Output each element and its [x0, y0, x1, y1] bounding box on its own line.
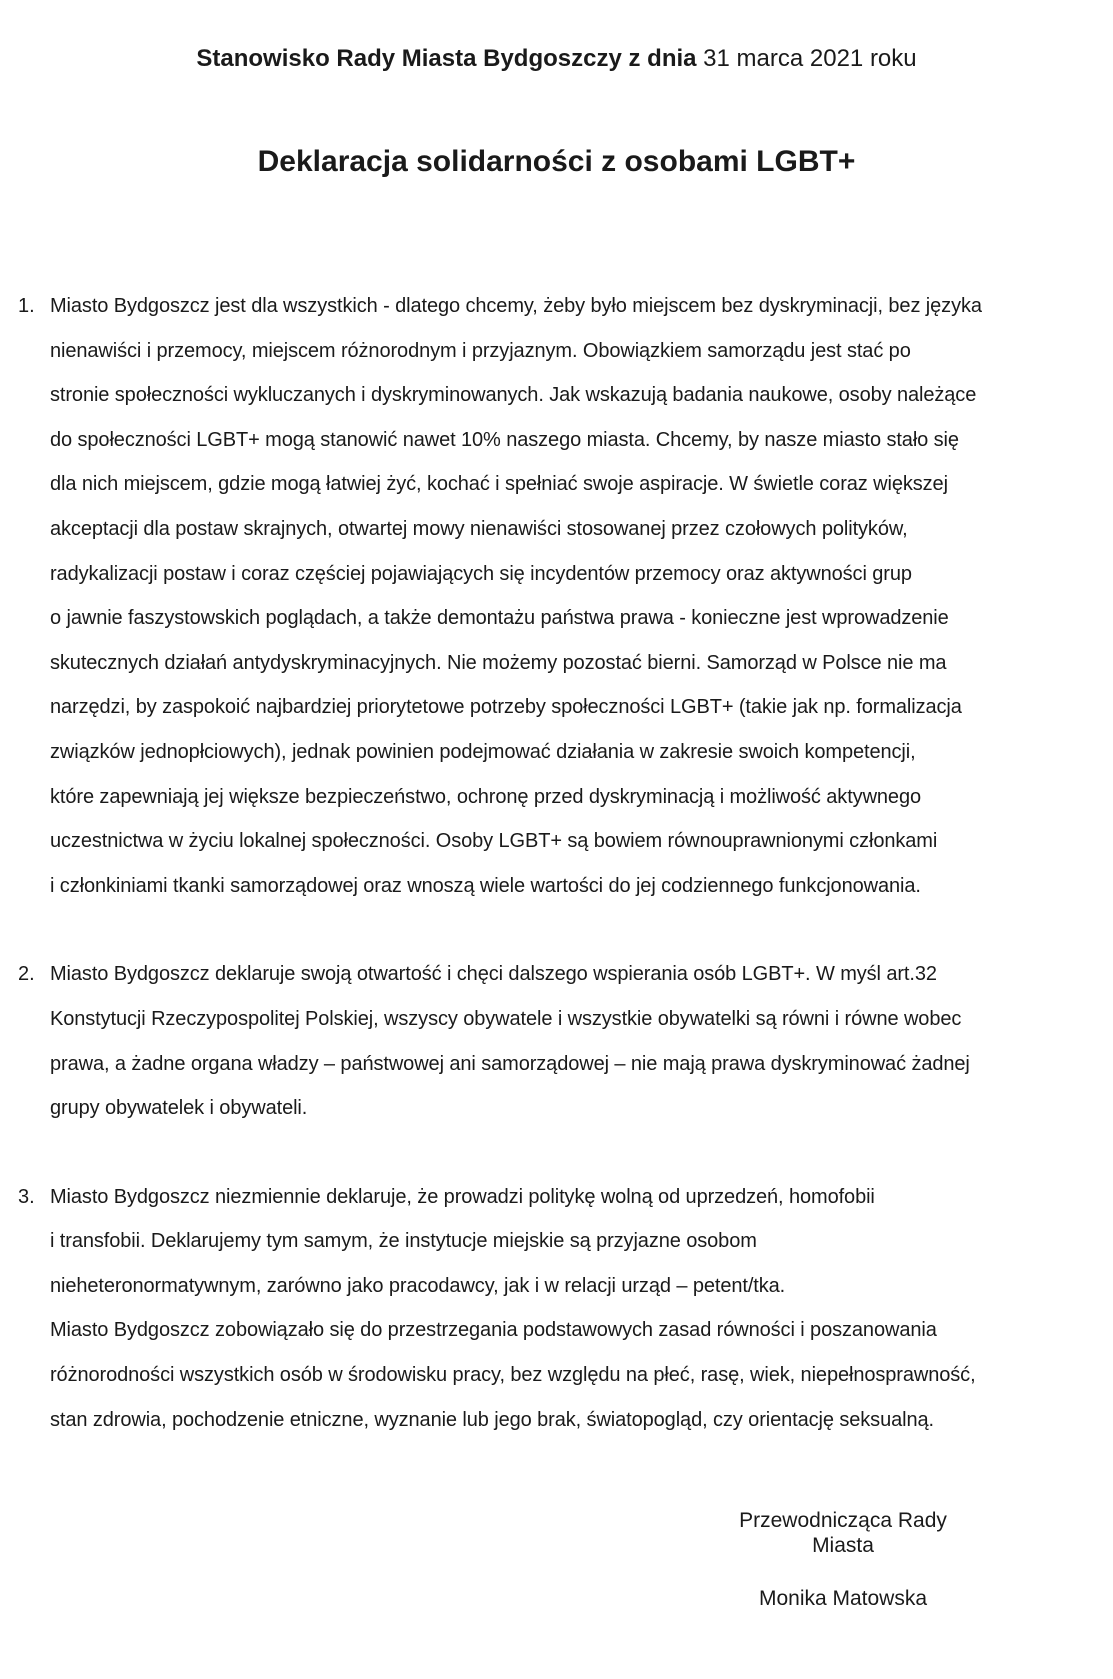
paragraph-3: [18, 1175, 1073, 1443]
list-marker-3: 3.: [18, 1185, 35, 1208]
text-line: radykalizacji postaw i coraz częściej pojawiających się incydentów przemocy oraz aktywności grup: [50, 562, 912, 585]
text-line: do społeczności LGBT+ mogą stanowić nawet 10% naszego miasta. Chcemy, by nasze miasto stało się: [50, 428, 959, 451]
document-header: [0, 44, 1113, 74]
header-date-text: 31 marca 2021 roku: [696, 45, 917, 72]
text-line: grupy obywatelek i obywateli.: [50, 1097, 308, 1120]
list-marker-1: 1.: [18, 295, 35, 317]
signature-block: [706, 1508, 980, 1611]
signature-role: Przewodnicząca Rady Miasta: [739, 1509, 947, 1558]
text-line: uczestnictwa w życiu lokalnej społeczności. Osoby LGBT+ są bowiem równouprawnionymi członkami: [50, 830, 938, 853]
text-line: i członkiniami tkanki samorządowej oraz wnoszą wiele wartości do jej codziennego funkcjonowania.: [50, 874, 921, 897]
paragraph-1: [18, 284, 1073, 908]
text-line: i transfobii. Deklarujemy tym samym, że instytucje miejskie są przyjazne osobom: [50, 1230, 757, 1253]
document-title: Deklaracja solidarności z osobami LGBT+: [257, 145, 856, 178]
paragraph-2: [18, 952, 1073, 1130]
document-page: [0, 44, 1113, 1679]
text-line: Miasto Bydgoszcz jest dla wszystkich - dlatego chcemy, żeby było miejscem bez dyskryminacji, bez języka: [50, 295, 982, 317]
text-line: skutecznych działań antydyskryminacyjnych. Nie możemy pozostać bierni. Samorząd w Polsce nie ma: [50, 651, 947, 674]
text-line: stan zdrowia, pochodzenie etniczne, wyznanie lub jego brak, światopogląd, czy orientację seksualną.: [50, 1408, 934, 1431]
text-line: różnorodności wszystkich osób w środowisku pracy, bez względu na płeć, rasę, wiek, niepełnosprawność,: [50, 1364, 976, 1387]
text-line: dla nich miejscem, gdzie mogą łatwiej żyć, kochać i spełniać swoje aspiracje. W świetle coraz większej: [50, 473, 948, 496]
text-line: które zapewniają jej większe bezpieczeństwo, ochronę przed dyskryminacją i możliwość aktywnego: [50, 785, 922, 808]
text-line: związków jednopłciowych), jednak powinien podejmować działania w zakresie swoich kompetencji,: [50, 740, 916, 763]
text-line: Miasto Bydgoszcz niezmiennie deklaruje, że prowadzi politykę wolną od uprzedzeń, homofobii: [50, 1185, 875, 1208]
text-line: nienawiści i przemocy, miejscem różnorodnym i przyjaznym. Obowiązkiem samorządu jest stać po: [50, 339, 911, 362]
text-line: Miasto Bydgoszcz zobowiązało się do przestrzegania podstawowych zasad równości i poszanowania: [50, 1319, 937, 1342]
document-body: [0, 284, 1113, 1442]
text-line: prawa, a żadne organa władzy – państwowej ani samorządowej – nie mają prawa dyskryminować żadnej: [50, 1052, 970, 1075]
list-marker-2: 2.: [18, 963, 35, 986]
text-line: narzędzi, by zaspokoić najbardziej priorytetowe potrzeby społeczności LGBT+ (takie jak np. formalizacja: [50, 696, 962, 719]
signature-name: Monika Matowska: [758, 1587, 928, 1611]
text-line: Konstytucji Rzeczypospolitej Polskiej, wszyscy obywatele i wszystkie obywatelki są równi i równe wobec: [50, 1007, 962, 1030]
text-line: Miasto Bydgoszcz deklaruje swoją otwartość i chęci dalszego wspierania osób LGBT+. W myśl art.32: [50, 963, 937, 986]
text-line: akceptacji dla postaw skrajnych, otwartej mowy nienawiści stosowanej przez czołowych polityków,: [50, 517, 908, 540]
text-line: nieheteronormatywnym, zarówno jako pracodawcy, jak i w relacji urząd – petent/tka.: [50, 1274, 786, 1297]
header-bold-text: Stanowisko Rady Miasta Bydgoszczy z dnia: [196, 45, 697, 72]
text-line: o jawnie faszystowskich poglądach, a także demontażu państwa prawa - konieczne jest wprowadzenie: [50, 607, 949, 630]
text-line: stronie społeczności wykluczanych i dyskryminowanych. Jak wskazują badania naukowe, osoby należące: [50, 384, 977, 407]
